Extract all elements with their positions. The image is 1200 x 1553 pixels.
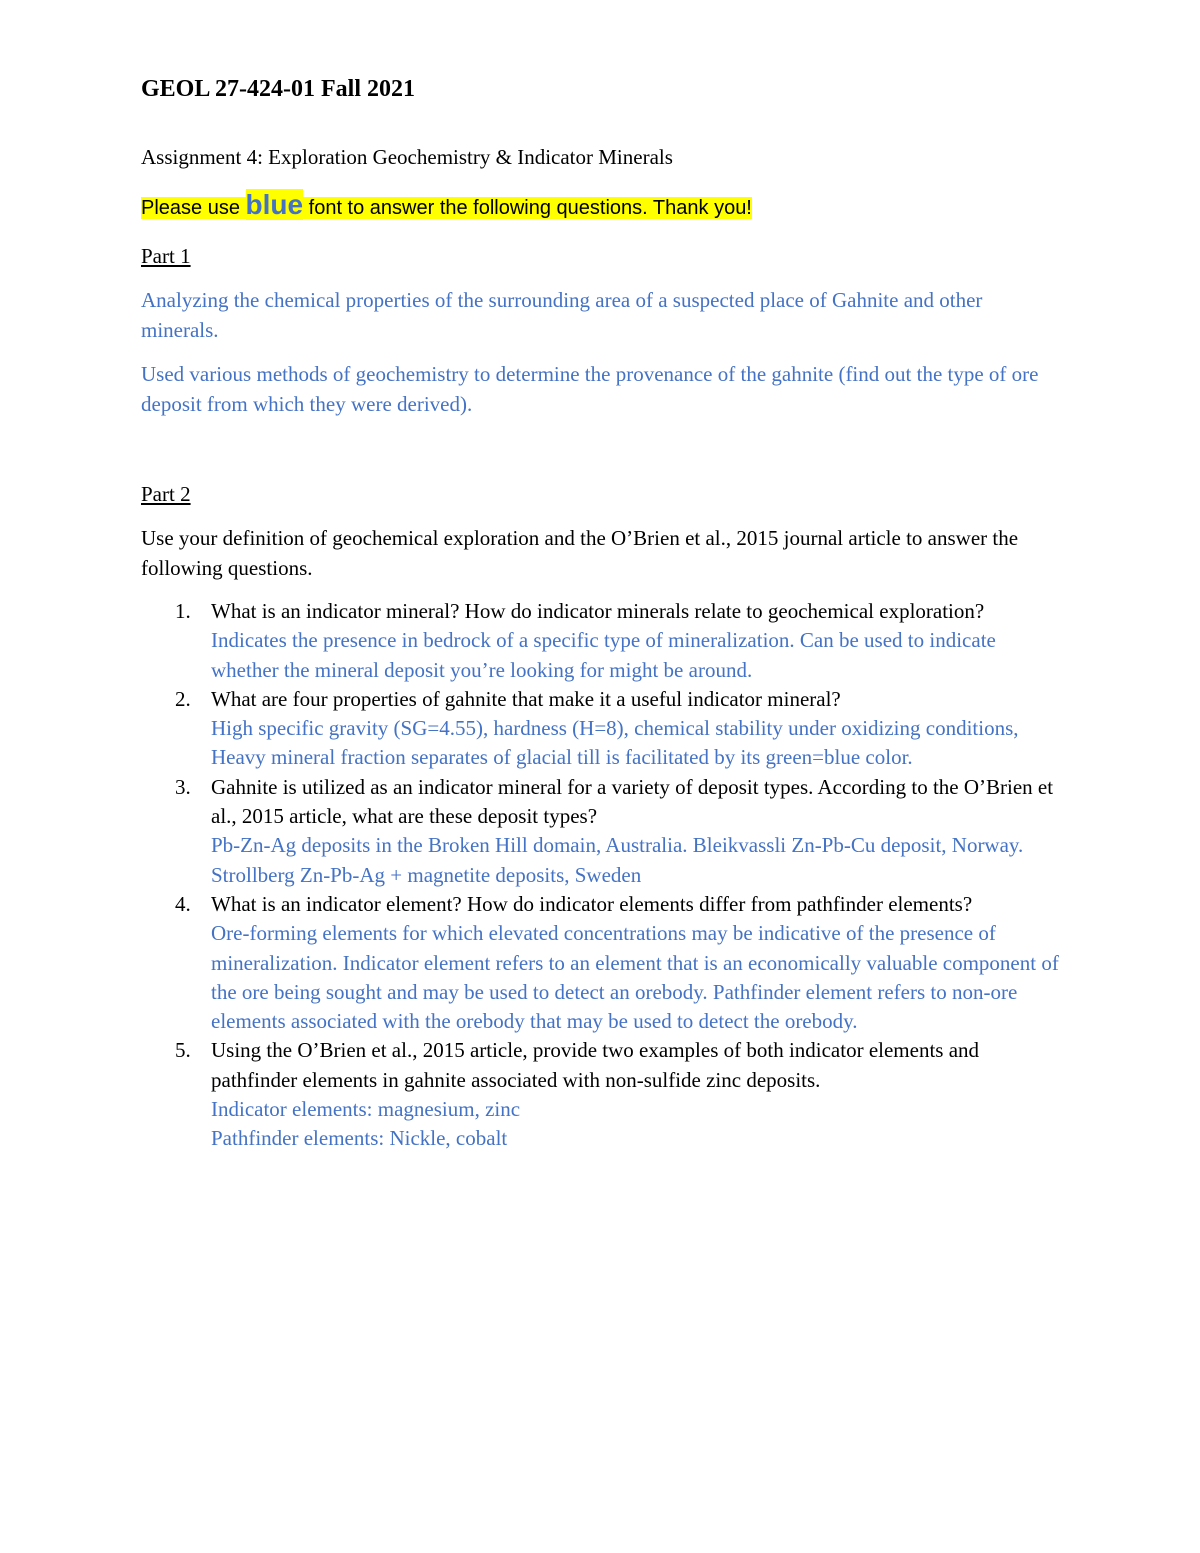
instruction-line (141, 188, 752, 225)
question-answer: High specific gravity (SG=4.55), hardness (H=8), chemical stability under oxidizing conditions, Heavy mineral fraction separates of glacial till is facilitated by its green=blue color. (211, 716, 1019, 770)
question-text: What is an indicator element? How do indicator elements differ from pathfinder elements? (211, 891, 973, 916)
question-answer: Indicates the presence in bedrock of a specific type of mineralization. Can be used to indicate whether the mineral deposit you’re looking for might be around. (211, 628, 996, 682)
question-number: 3. (175, 774, 191, 799)
question-answer: Indicator elements: magnesium, zinc (211, 1097, 521, 1122)
part2-intro: Use your definition of geochemical exploration and the O’Brien et al., 2015 journal article to answer the following questions. (141, 526, 1019, 580)
instruction-text-before: Please use (141, 197, 246, 219)
assignment-title: Assignment 4: Exploration Geochemistry & Indicator Minerals (141, 145, 673, 169)
course-title: GEOL 27-424-01 Fall 2021 (141, 76, 416, 102)
question-list (141, 597, 1061, 1154)
question-answer: Pb-Zn-Ag deposits in the Broken Hill domain, Australia. Bleikvassli Zn-Pb-Cu deposit, Norway. Strollberg Zn-Pb-Ag + magnetite deposits, Sweden (211, 833, 1024, 887)
question-text: Gahnite is utilized as an indicator mineral for a variety of deposit types. According to the O’Brien et al., 2015 article, what are these deposit types? (211, 774, 1054, 829)
question-text: What is an indicator mineral? How do indicator minerals relate to geochemical exploration? (211, 599, 985, 623)
part2-heading: Part 2 (141, 482, 191, 506)
question-item (141, 685, 1061, 773)
question-number: 1. (175, 599, 191, 623)
question-item (141, 773, 1061, 890)
question-answer: Ore-forming elements for which elevated concentrations may be indicative of the presence of mineralization. Indicator element refers to an element that is an economically valuable component of the ore being sought and may be used to detect an orebody. Pathfinder element refers to non-ore elements associated with the orebody that may be used to detect the orebody. (211, 921, 1059, 1034)
question-answer: Pathfinder elements: Nickle, cobalt (211, 1126, 508, 1151)
part1-answer: Analyzing the chemical properties of the surrounding area of a suspected place of Gahnite and other minerals. (141, 288, 983, 342)
question-item (141, 1036, 1061, 1153)
instruction-blue-word: blue (245, 189, 304, 220)
part1-answer: Used various methods of geochemistry to determine the provenance of the gahnite (find out the type of ore deposit from which they were derived). (141, 362, 1039, 416)
instruction-text-after: font to answer the following questions. Thank you! (303, 197, 752, 219)
question-item (141, 597, 1061, 685)
question-item (141, 890, 1061, 1036)
question-number: 4. (175, 891, 191, 916)
question-number: 5. (175, 1038, 191, 1063)
question-text: What are four properties of gahnite that make it a useful indicator mineral? (211, 686, 841, 711)
question-number: 2. (175, 686, 191, 711)
part1-heading: Part 1 (141, 244, 191, 268)
question-text: Using the O’Brien et al., 2015 article, provide two examples of both indicator elements and pathfinder elements in gahnite associated with non-sulfide zinc deposits. (211, 1038, 980, 1092)
